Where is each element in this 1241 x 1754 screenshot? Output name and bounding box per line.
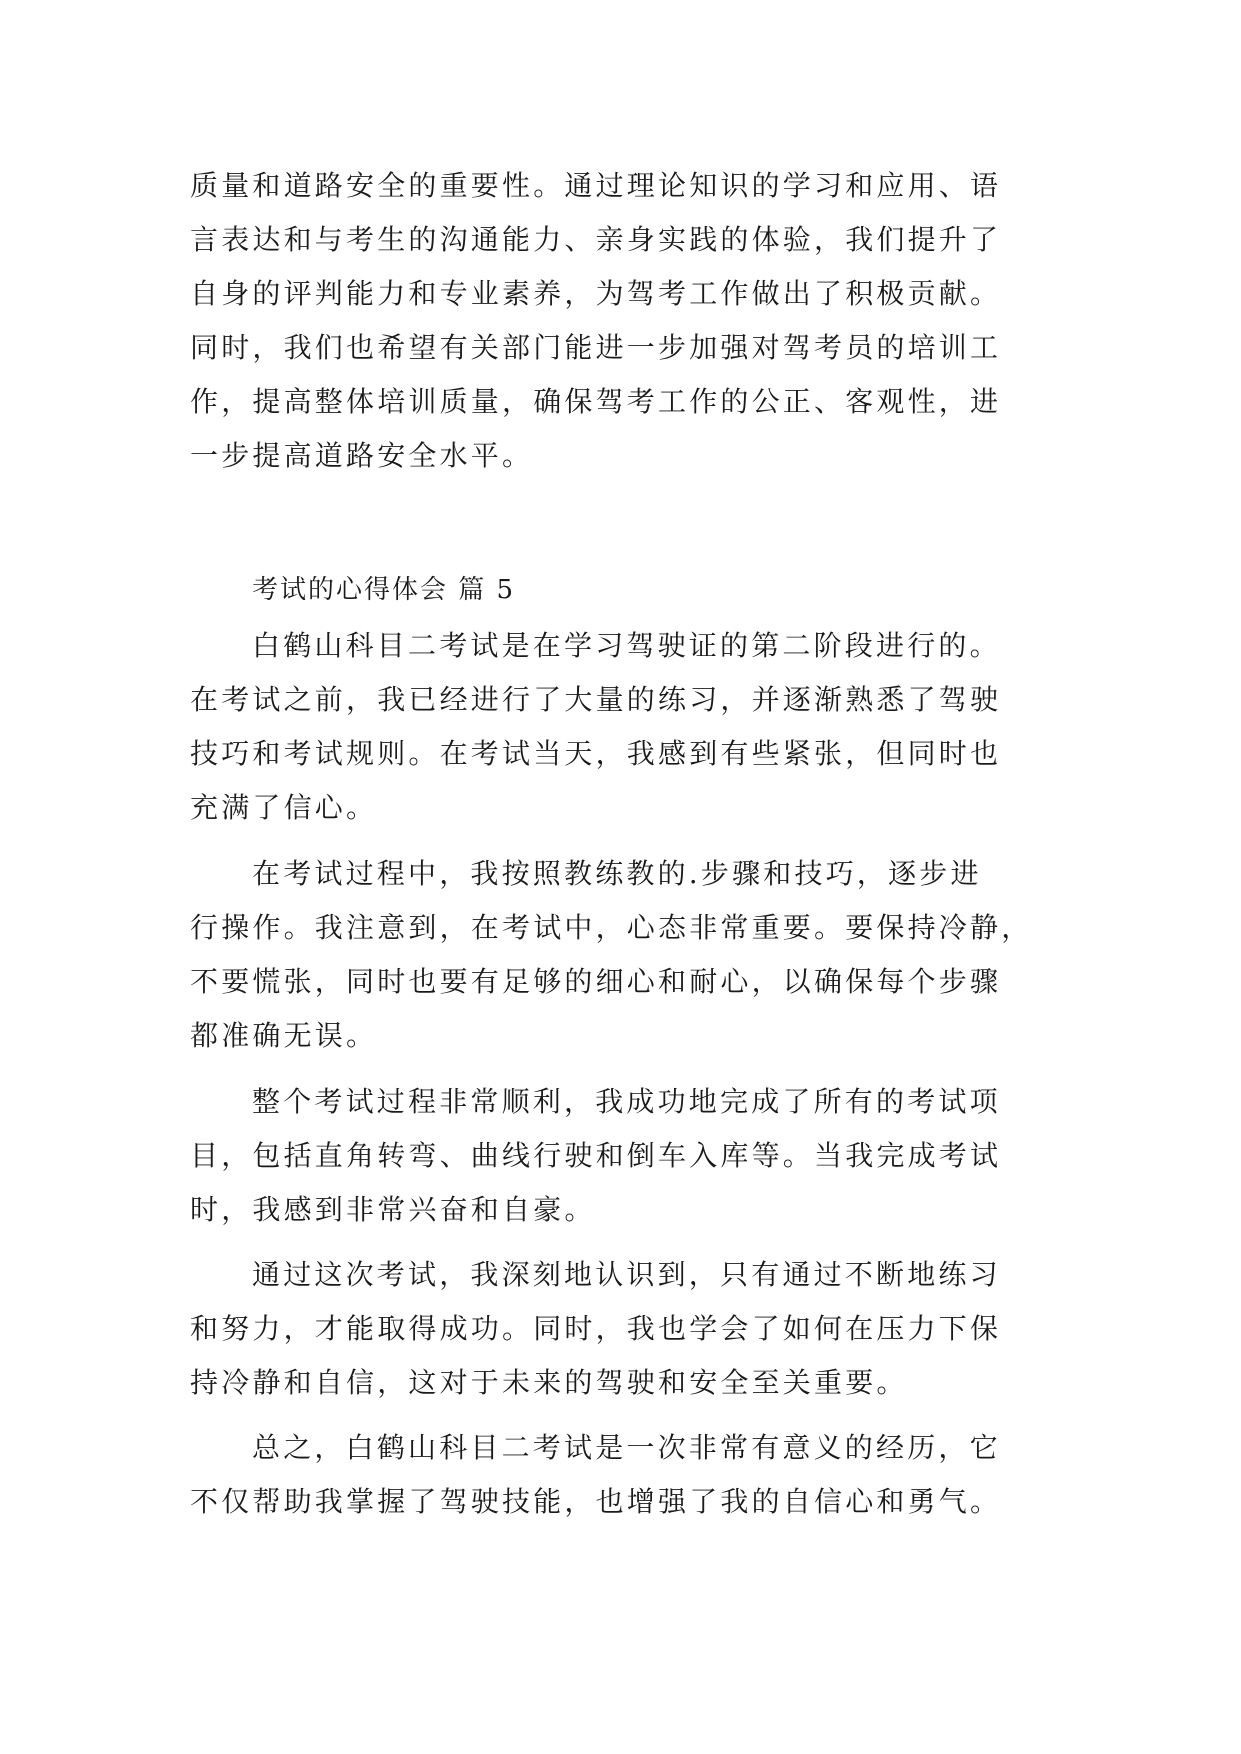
paragraph-line: 一步提高道路安全水平。 bbox=[190, 439, 534, 472]
paragraph-line: 充满了信心。 bbox=[190, 791, 378, 824]
paragraph-line: 不仅帮助我掌握了驾驶技能，也增强了我的自信心和勇气。 bbox=[190, 1485, 1002, 1518]
paragraph-line: 和努力，才能取得成功。同时，我也学会了如何在压力下保 bbox=[190, 1312, 1002, 1345]
paragraph-line: 白鹤山科目二考试是在学习驾驶证的第二阶段进行的。 bbox=[252, 629, 1001, 662]
paragraph-line: 在考试过程中，我按照教练教的.步骤和技巧，逐步进 bbox=[252, 857, 982, 890]
paragraph-line: 在考试之前，我已经进行了大量的练习，并逐渐熟悉了驾驶 bbox=[190, 683, 1002, 716]
paragraph-line: 自身的评判能力和专业素养，为驾考工作做出了积极贡献。 bbox=[190, 277, 1002, 310]
paragraph-line: 都准确无误。 bbox=[190, 1019, 378, 1052]
paragraph-line: 作，提高整体培训质量，确保驾考工作的公正、客观性，进 bbox=[190, 385, 1002, 418]
paragraph-line: 整个考试过程非常顺利，我成功地完成了所有的考试项 bbox=[252, 1085, 1001, 1118]
paragraph-line: 同时，我们也希望有关部门能进一步加强对驾考员的培训工 bbox=[190, 331, 1002, 364]
paragraph-line: 技巧和考试规则。在考试当天，我感到有些紧张，但同时也 bbox=[190, 737, 1002, 770]
paragraph-line: 行操作。我注意到，在考试中，心态非常重要。要保持冷静， bbox=[190, 911, 1033, 944]
paragraph-line: 总之，白鹤山科目二考试是一次非常有意义的经历，它 bbox=[252, 1431, 1001, 1464]
paragraph-line: 不要慌张，同时也要有足够的细心和耐心，以确保每个步骤 bbox=[190, 965, 1002, 998]
paragraph-line: 言表达和与考生的沟通能力、亲身实践的体验，我们提升了 bbox=[190, 223, 1002, 256]
paragraph-line: 目，包括直角转弯、曲线行驶和倒车入库等。当我完成考试 bbox=[190, 1139, 1002, 1172]
paragraph-line: 质量和道路安全的重要性。通过理论知识的学习和应用、语 bbox=[190, 169, 1002, 202]
paragraph-line: 持冷静和自信，这对于未来的驾驶和安全至关重要。 bbox=[190, 1366, 908, 1399]
paragraph-line: 时，我感到非常兴奋和自豪。 bbox=[190, 1193, 596, 1226]
paragraph-line: 通过这次考试，我深刻地认识到，只有通过不断地练习 bbox=[252, 1258, 1001, 1291]
section-title: 考试的心得体会 篇 5 bbox=[252, 575, 516, 605]
